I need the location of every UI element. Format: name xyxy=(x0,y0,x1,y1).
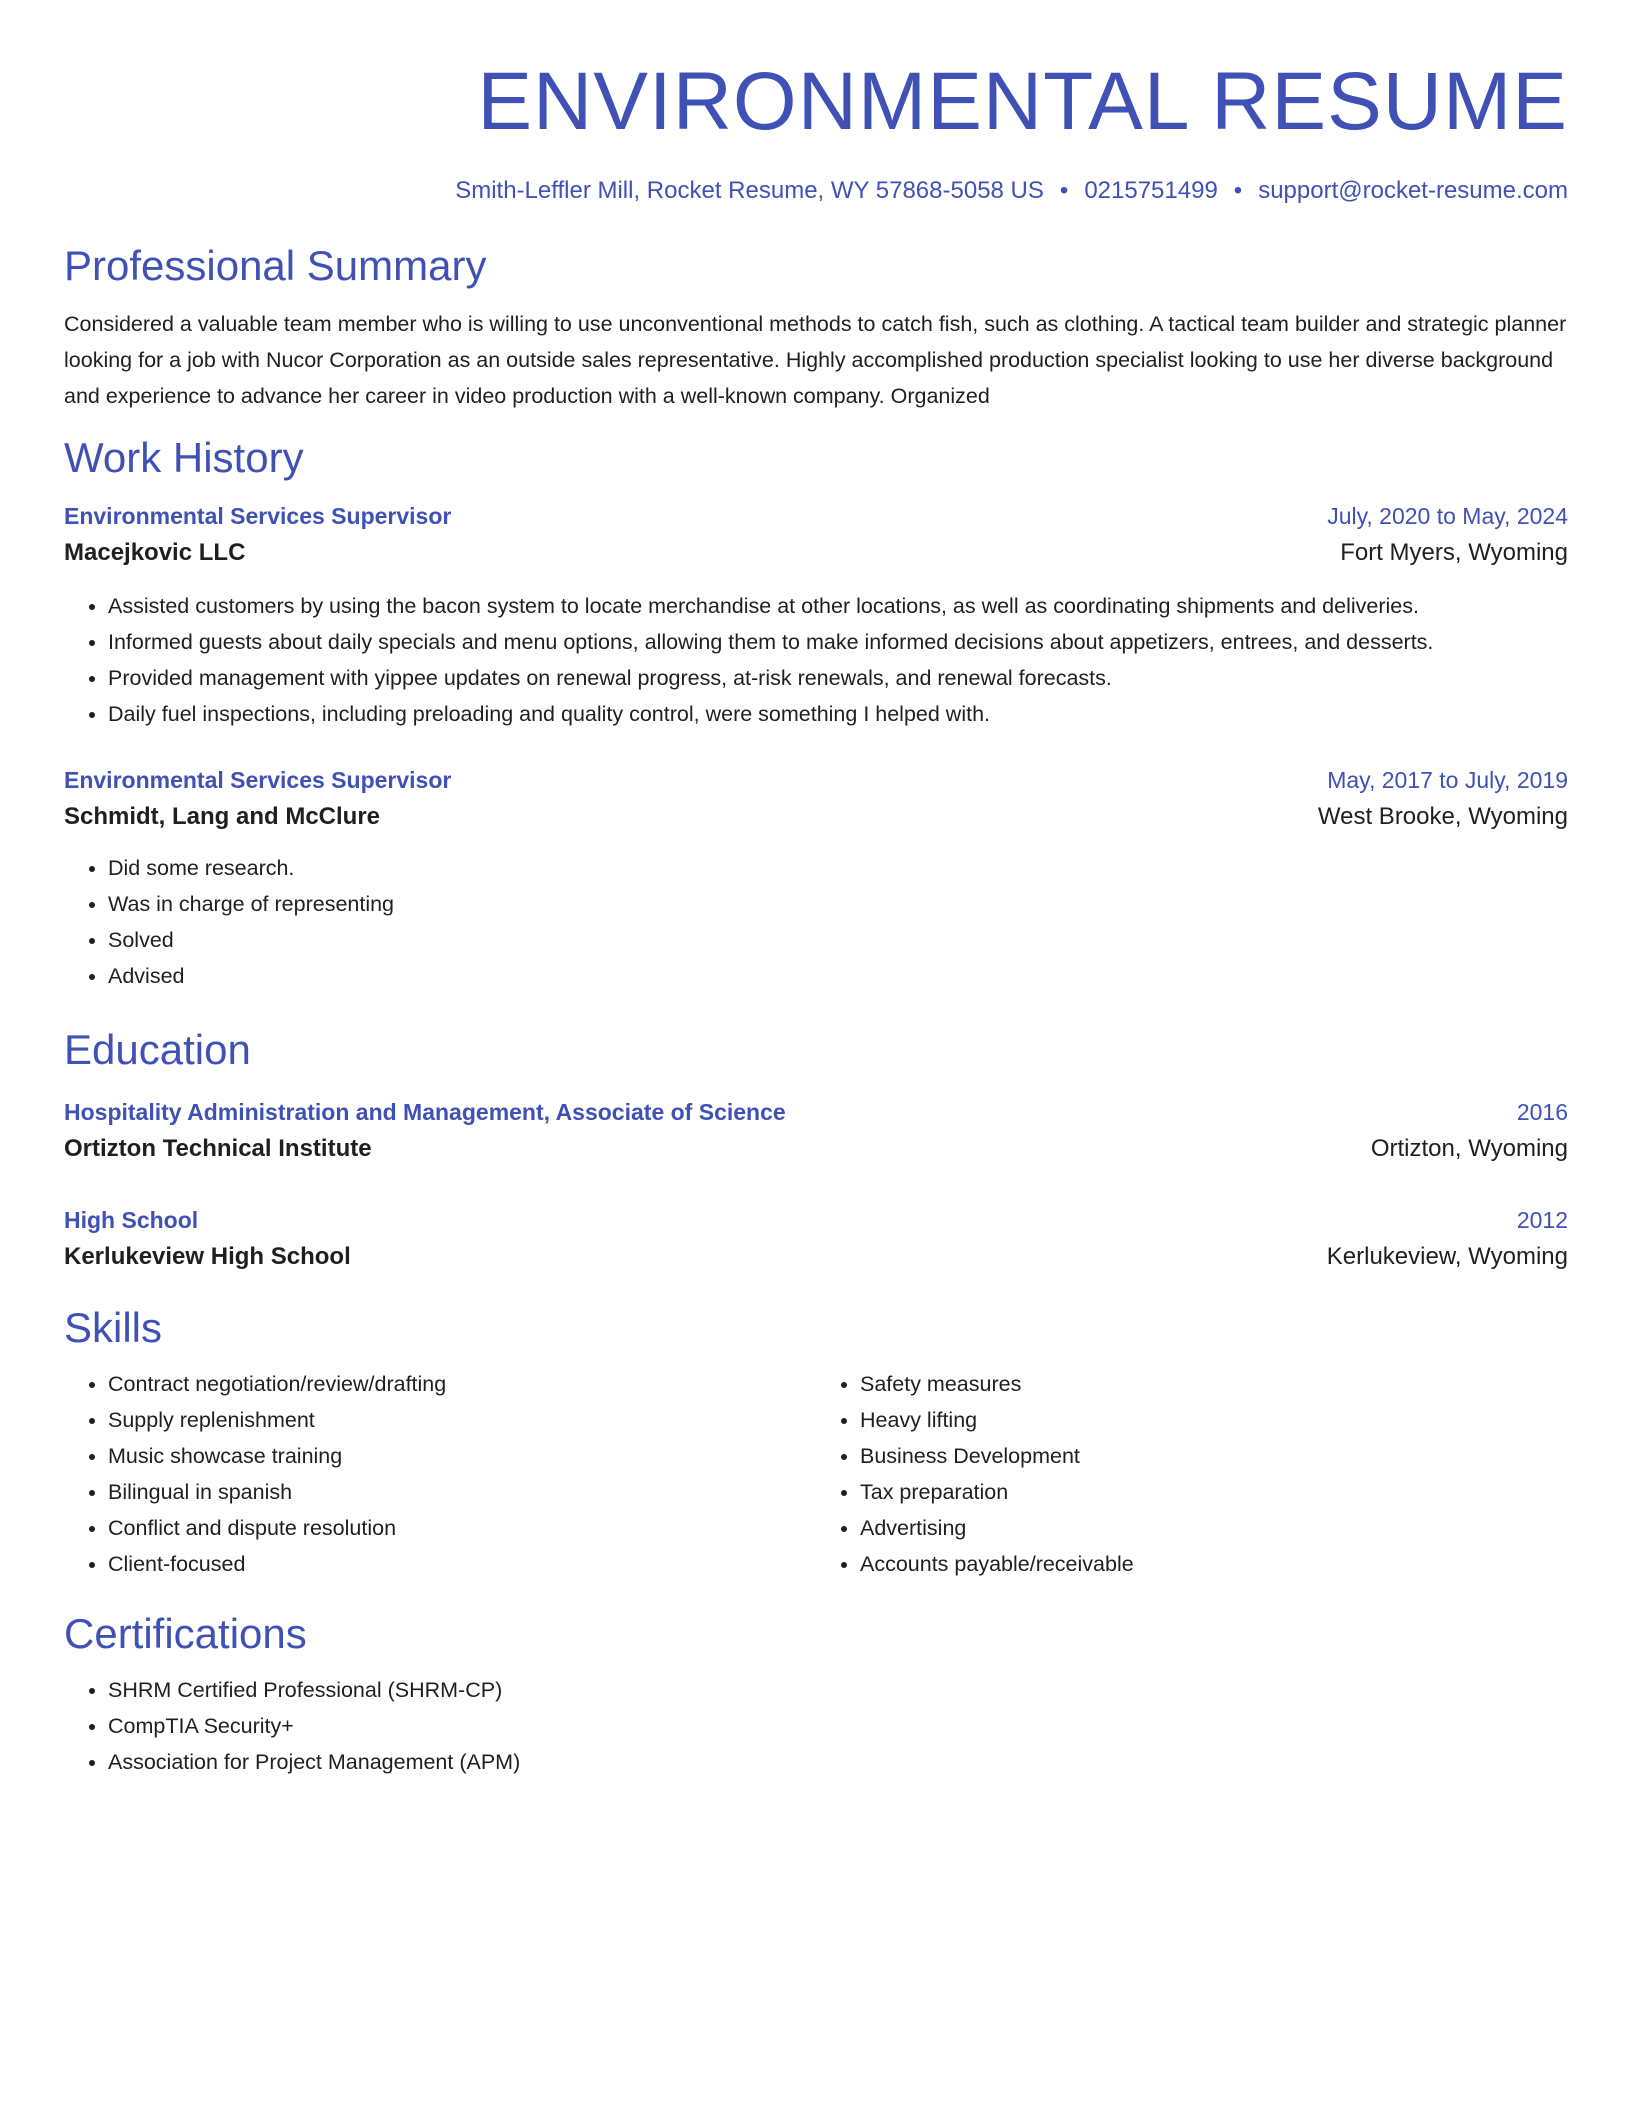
education-school: Ortizton Technical Institute xyxy=(64,1135,372,1162)
job-location: West Brooke, Wyoming xyxy=(1317,803,1568,830)
education-location: Ortizton, Wyoming xyxy=(1370,1135,1568,1162)
list-item: • Client-focused xyxy=(108,1546,816,1582)
education-year: 2016 xyxy=(1516,1099,1568,1125)
education-entry xyxy=(64,1094,1568,1168)
section-title-summary: Professional Summary xyxy=(64,242,487,289)
job-role: Environmental Services Supervisor xyxy=(64,503,452,529)
list-item: • Conflict and dispute resolution xyxy=(108,1510,816,1546)
education-year: 2012 xyxy=(1516,1207,1568,1233)
education-location: Kerlukeview, Wyoming xyxy=(1326,1243,1568,1270)
list-item: • Bilingual in spanish xyxy=(108,1474,816,1510)
list-item: • Business Development xyxy=(860,1438,1568,1474)
certifications-list xyxy=(64,1672,1568,1780)
contact-separator: • xyxy=(1233,177,1243,204)
job-bullets xyxy=(64,850,1568,994)
job-bullets xyxy=(64,588,1568,732)
education-degree: High School xyxy=(64,1207,199,1233)
list-item: • CompTIA Security+ xyxy=(108,1708,1568,1744)
education-school: Kerlukeview High School xyxy=(64,1243,351,1270)
list-item: • Heavy lifting xyxy=(860,1402,1568,1438)
job-entry xyxy=(64,498,1568,732)
job-dates: July, 2020 to May, 2024 xyxy=(1327,503,1568,529)
list-item: • Advised xyxy=(108,958,1568,994)
job-role: Environmental Services Supervisor xyxy=(64,767,452,793)
list-item: • Was in charge of representing xyxy=(108,886,1568,922)
list-item: • Informed guests about daily specials and menu options, allowing them to make informed decisions about appetizers, entrees, and desserts. xyxy=(108,624,1568,660)
list-item: • Tax preparation xyxy=(860,1474,1568,1510)
list-item: • Association for Project Management (APM) xyxy=(108,1744,1568,1780)
section-title-skills: Skills xyxy=(64,1304,163,1351)
list-item: • Accounts payable/receivable xyxy=(860,1546,1568,1582)
list-item: • SHRM Certified Professional (SHRM-CP) xyxy=(108,1672,1568,1708)
section-title-education: Education xyxy=(64,1026,251,1073)
list-item: • Advertising xyxy=(860,1510,1568,1546)
education-degree: Hospitality Administration and Management, Associate of Science xyxy=(64,1099,786,1125)
summary-text: Considered a valuable team member who is willing to use unconventional methods to catch fish, such as clothing. A tactical team builder and strategic planner looking for a job with Nucor Corporation as an outside sales representative. Highly accomplished production specialist looking to use her diverse background and experience to advance her career in video production with a well-known company. Organized xyxy=(64,312,1567,408)
skills-list xyxy=(64,1366,1568,1582)
contact-line xyxy=(64,174,1568,208)
education-entry xyxy=(64,1202,1568,1276)
section-title-work: Work History xyxy=(64,434,304,481)
job-company: Schmidt, Lang and McClure xyxy=(64,803,381,830)
list-item: • Safety measures xyxy=(860,1366,1568,1402)
list-item: • Contract negotiation/review/drafting xyxy=(108,1366,816,1402)
contact-separator: • xyxy=(1059,177,1069,204)
list-item: • Solved xyxy=(108,922,1568,958)
skills-column-right xyxy=(816,1366,1568,1582)
job-location: Fort Myers, Wyoming xyxy=(1340,539,1568,566)
section-title-certifications: Certifications xyxy=(64,1610,307,1657)
list-item: • Music showcase training xyxy=(108,1438,816,1474)
list-item: • Supply replenishment xyxy=(108,1402,816,1438)
job-dates: May, 2017 to July, 2019 xyxy=(1327,767,1568,793)
contact-phone: 0215751499 xyxy=(1084,177,1218,204)
job-company: Macejkovic LLC xyxy=(64,539,246,566)
list-item: • Provided management with yippee updates on renewal progress, at-risk renewals, and renewal forecasts. xyxy=(108,660,1568,696)
list-item: • Daily fuel inspections, including preloading and quality control, were something I helped with. xyxy=(108,696,1568,732)
list-item: • Did some research. xyxy=(108,850,1568,886)
contact-address: Smith-Leffler Mill, Rocket Resume, WY 57868-5058 US xyxy=(455,177,1044,204)
resume-name: ENVIRONMENTAL RESUME xyxy=(477,56,1568,147)
job-entry xyxy=(64,762,1568,994)
contact-email[interactable]: support@rocket-resume.com xyxy=(1258,177,1568,204)
list-item: • Assisted customers by using the bacon system to locate merchandise at other locations, as well as coordinating shipments and deliveries. xyxy=(108,588,1568,624)
skills-column-left xyxy=(64,1366,816,1582)
